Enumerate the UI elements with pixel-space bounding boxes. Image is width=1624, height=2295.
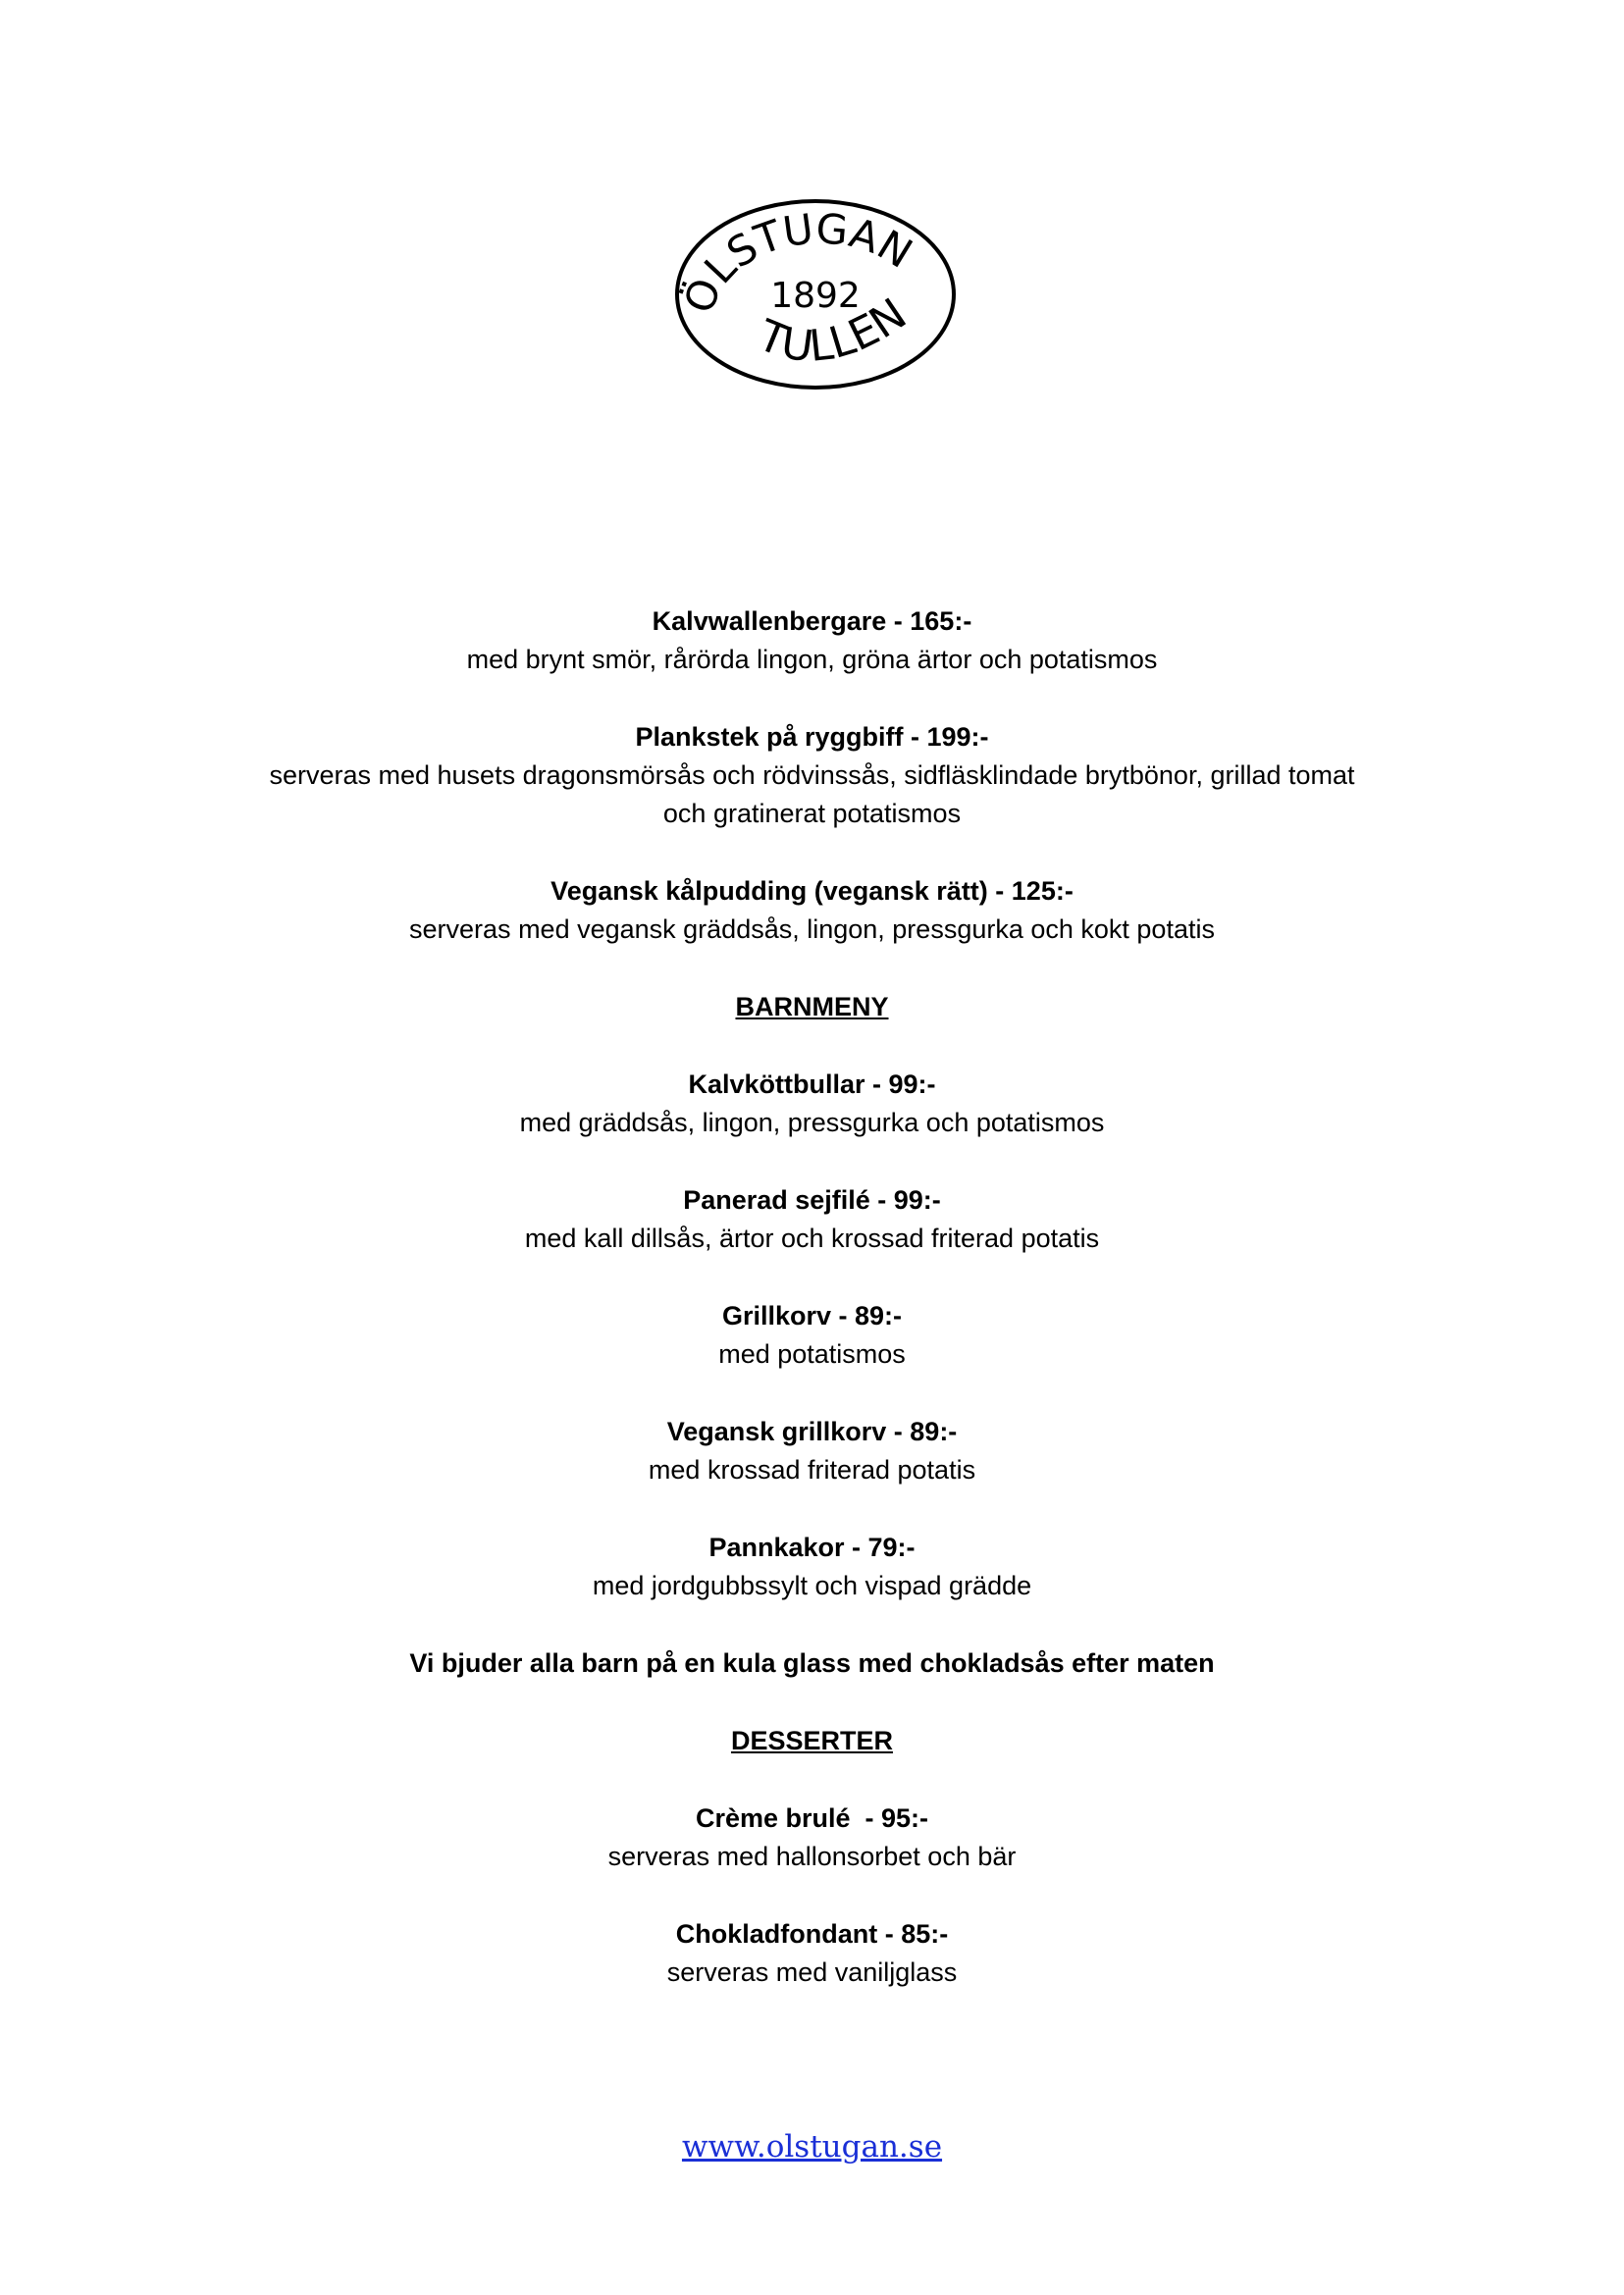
- website-link[interactable]: www.olstugan.se: [681, 2129, 943, 2165]
- dish-description: med krossad friterad potatis: [648, 1455, 976, 1485]
- dish-description: med gräddsås, lingon, pressgurka och potatismos: [519, 1108, 1105, 1137]
- dish-description: med brynt smör, rårörda lingon, gröna ärtor och potatismos: [466, 645, 1158, 674]
- dish-name: Grillkorv - 89:-: [721, 1301, 903, 1330]
- dish-name: Vegansk kålpudding (vegansk rätt) - 125:-: [550, 876, 1074, 906]
- menu-item: [0, 1181, 1624, 1258]
- dish-name: Crème brulé - 95:-: [695, 1803, 929, 1833]
- logo-year: 1892: [770, 276, 861, 316]
- dish-description: serveras med hallonsorbet och bär: [607, 1842, 1017, 1871]
- logo-seal: [672, 196, 959, 392]
- olstugan-logo: [672, 196, 959, 392]
- kids-ice-cream-note: Vi bjuder alla barn på en kula glass med chokladsås efter maten: [409, 1648, 1215, 1678]
- dish-name: Vegansk grillkorv - 89:-: [666, 1417, 958, 1446]
- menu-item: [0, 872, 1624, 949]
- dish-description: med potatismos: [718, 1339, 906, 1369]
- dish-name: Kalvwallenbergare - 165:-: [652, 606, 972, 636]
- menu-item: [0, 602, 1624, 679]
- menu-item: [0, 1413, 1624, 1489]
- dish-description: med jordgubbssylt och vispad grädde: [592, 1571, 1032, 1600]
- menu-item: [0, 718, 1624, 833]
- menu-item: [0, 1529, 1624, 1605]
- dish-name: Pannkakor - 79:-: [708, 1533, 916, 1562]
- section-heading-barnmeny: BARNMENY: [735, 992, 889, 1021]
- dish-description: serveras med vaniljglass: [666, 1957, 958, 1987]
- dish-name: Kalvköttbullar - 99:-: [688, 1069, 936, 1099]
- dish-name: Plankstek på ryggbiff - 199:-: [635, 722, 989, 752]
- dish-description: med kall dillsås, ärtor och krossad friterad potatis: [524, 1224, 1100, 1253]
- dish-description: serveras med husets dragonsmörsås och rödvinssås, sidfläsklindade brytbönor, grillad tomat och gratinerat potatismos: [269, 760, 1355, 828]
- dish-name: Chokladfondant - 85:-: [675, 1919, 949, 1949]
- menu-item: [0, 1066, 1624, 1142]
- menu-item: [0, 1297, 1624, 1374]
- logo-top-text: ÖLSTUGAN: [674, 204, 921, 320]
- menu-item: [0, 1915, 1624, 1992]
- dish-description: serveras med vegansk gräddsås, lingon, pressgurka och kokt potatis: [409, 914, 1215, 944]
- dish-name: Panerad sejfilé - 99:-: [683, 1185, 941, 1215]
- menu-item: [0, 1799, 1624, 1876]
- logo-bottom-text: TULLEN: [751, 288, 916, 373]
- footer: [0, 2129, 1624, 2165]
- section-heading-desserter: DESSERTER: [730, 1726, 894, 1755]
- menu-content: [0, 602, 1624, 2031]
